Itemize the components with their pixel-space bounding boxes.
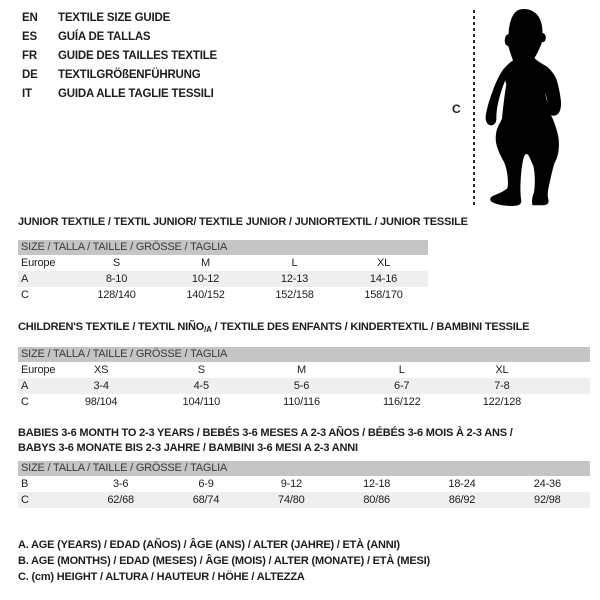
language-code: DE <box>22 68 38 81</box>
guide-title: TEXTILGRÖßENFÜHRUNG <box>58 68 201 81</box>
table-row-age-months <box>18 476 590 492</box>
row-label: C <box>21 289 29 301</box>
age-cell: 8-10 <box>105 273 128 285</box>
size-cell: L <box>398 364 405 376</box>
table-row-europe <box>18 362 590 378</box>
language-row-de <box>22 65 217 84</box>
age-cell: 6-7 <box>394 380 410 392</box>
row-label: Europe <box>21 364 56 376</box>
legend-line-c: C. (cm) HEIGHT / ALTURA / HAUTEUR / HÖHE / ALTEZZA <box>18 571 305 583</box>
age-cell: 4-5 <box>193 380 209 392</box>
age-cell: 3-4 <box>93 380 109 392</box>
size-cell: M <box>297 364 306 376</box>
size-table-header: SIZE / TALLA / TAILLE / GRÖSSE / TAGLIA <box>18 347 590 362</box>
language-row-en <box>22 8 217 27</box>
babies-title-line2: BABYS 3-6 MONATE BIS 2-3 JAHRE / BAMBINI 3-6 MESI A 2-3 ANNI <box>18 442 358 454</box>
legend-line-a: A. AGE (YEARS) / EDAD (AÑOS) / ÂGE (ANS) / ALTER (JAHRE) / ETÀ (ANNI) <box>18 539 400 551</box>
height-cell: 74/80 <box>278 494 305 506</box>
age-cell: 10-12 <box>191 273 220 285</box>
height-cell: 80/86 <box>363 494 390 506</box>
language-title-list <box>22 8 217 103</box>
table-row-europe <box>18 255 428 271</box>
height-cell: 62/68 <box>107 494 134 506</box>
table-spacer <box>552 378 590 394</box>
babies-section-title <box>18 426 513 456</box>
size-table-header: SIZE / TALLA / TAILLE / GRÖSSE / TAGLIA <box>18 240 428 255</box>
height-cell: 92/98 <box>534 494 561 506</box>
row-label: B <box>21 478 29 490</box>
size-cell: XL <box>495 364 509 376</box>
guide-title: TEXTILE SIZE GUIDE <box>58 11 171 24</box>
children-title-sub: /A <box>204 325 212 334</box>
size-cell: XS <box>93 364 109 376</box>
table-spacer <box>552 362 590 378</box>
language-row-es <box>22 27 217 46</box>
legend-line-b: B. AGE (MONTHS) / EDAD (MESES) / ÂGE (MOIS) / ALTER (MONATE) / ETÀ (MESI) <box>18 555 430 567</box>
age-cell: 12-13 <box>280 273 309 285</box>
height-cell: 98/104 <box>84 396 118 408</box>
height-cell: 68/74 <box>192 494 220 506</box>
row-label: C <box>21 494 29 506</box>
children-size-table <box>18 347 590 410</box>
language-row-it <box>22 84 217 103</box>
size-cell: L <box>291 257 298 269</box>
table-row-age <box>18 378 590 394</box>
height-cell: 158/170 <box>364 289 403 301</box>
babies-size-table <box>18 461 590 508</box>
height-marker-label: C <box>452 102 461 116</box>
guide-title: GUIDE DES TAILLES TEXTILE <box>58 49 217 62</box>
size-cell: S <box>112 257 121 269</box>
height-cell: 128/140 <box>97 289 136 301</box>
age-cell: 6-9 <box>198 478 214 490</box>
children-section-title <box>18 320 529 337</box>
height-cell: 86/92 <box>448 494 476 506</box>
age-cell: 3-6 <box>113 478 129 490</box>
size-cell: S <box>197 364 205 376</box>
language-code: EN <box>22 11 38 24</box>
age-cell: 12-18 <box>363 478 391 490</box>
table-row-age <box>18 271 428 287</box>
guide-title: GUIDA ALLE TAGLIE TESSILI <box>58 87 214 100</box>
language-row-fr <box>22 46 217 65</box>
age-cell: 5-6 <box>293 380 310 392</box>
size-cell: XL <box>376 257 391 269</box>
age-cell: 7-8 <box>494 380 510 392</box>
age-cell: 9-12 <box>280 478 302 490</box>
age-cell: 18-24 <box>448 478 476 490</box>
language-code: ES <box>22 30 37 43</box>
table-row-height <box>18 492 590 508</box>
height-cell: 122/128 <box>482 396 522 408</box>
height-cell: 110/116 <box>283 396 320 408</box>
junior-size-table <box>18 240 428 303</box>
table-spacer <box>552 394 590 410</box>
row-label: Europe <box>21 257 56 269</box>
size-table-header: SIZE / TALLA / TAILLE / GRÖSSE / TAGLIA <box>18 461 590 476</box>
guide-title: GUÍA DE TALLAS <box>58 30 151 43</box>
children-title-post: / TEXTILE DES ENFANTS / KINDERTEXTIL / BAMBINI TESSILE <box>211 321 530 333</box>
row-label: A <box>21 273 29 285</box>
size-cell: M <box>201 257 210 269</box>
height-cell: 104/110 <box>182 396 221 408</box>
age-cell: 24-36 <box>533 478 561 490</box>
language-code: FR <box>22 49 37 62</box>
toddler-silhouette-image <box>484 8 576 208</box>
age-cell: 14-16 <box>369 273 398 285</box>
children-title-pre: CHILDREN'S TEXTILE / TEXTIL NIÑO <box>18 321 205 333</box>
row-label: C <box>21 396 29 408</box>
row-label: A <box>21 380 29 392</box>
language-code: IT <box>22 87 32 100</box>
height-cell: 116/122 <box>382 396 421 408</box>
height-cell: 140/152 <box>186 289 225 301</box>
table-row-height <box>18 394 590 410</box>
babies-title-line1: BABIES 3-6 MONTH TO 2-3 YEARS / BEBÉS 3-6 MESES A 2-3 AÑOS / BÉBÉS 3-6 MOIS À 2-3 ANS / <box>18 427 513 439</box>
height-measure-dotted-line <box>473 10 475 208</box>
legend <box>18 537 430 585</box>
junior-section-title: JUNIOR TEXTILE / TEXTIL JUNIOR/ TEXTILE JUNIOR / JUNIORTEXTIL / JUNIOR TESSILE <box>18 216 468 228</box>
height-cell: 152/158 <box>275 289 314 301</box>
table-row-height <box>18 287 428 303</box>
